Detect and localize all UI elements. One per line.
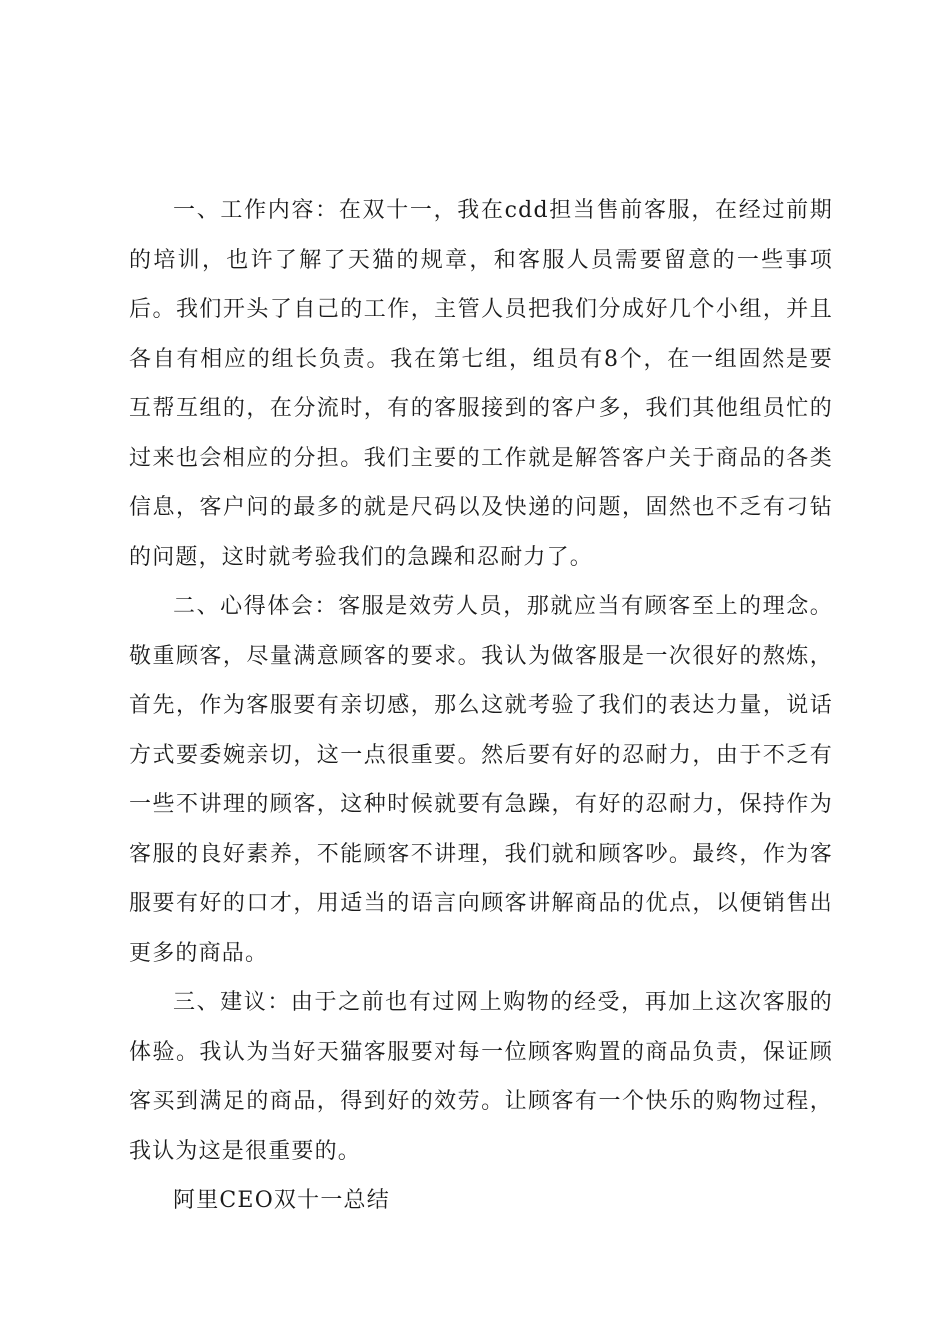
document-body bbox=[129, 186, 833, 1226]
section-heading: 阿里CEO双十一总结 bbox=[173, 1188, 390, 1213]
paragraph-experience: 二、心得体会：客服是效劳人员，那就应当有顾客至上的理念。敬重顾客，尽量满意顾客的要求。我认为做客服是一次很好的熬炼，首先，作为客服要有亲切感，那么这就考验了我们的表达力量，说话方式要委婉亲切，这一点很重要。然后要有好的忍耐力，由于不乏有一些不讲理的顾客，这种时候就要有急躁，有好的忍耐力，保持作为客服的良好素养，不能顾客不讲理，我们就和顾客吵。最终，作为客服要有好的口才，用适当的语言向顾客讲解商品的优点，以便销售出更多的商品。 bbox=[129, 594, 833, 966]
paragraph-suggestion: 三、建议：由于之前也有过网上购物的经受，再加上这次客服的体验。我认为当好天猫客服要对每一位顾客购置的商品负责，保证顾客买到满足的商品，得到好的效劳。让顾客有一个快乐的购物过程，我认为这是很重要的。 bbox=[129, 990, 833, 1164]
paragraph-work-content: 一、工作内容：在双十一，我在cdd担当售前客服，在经过前期的培训，也许了解了天猫的规章，和客服人员需要留意的一些事项后。我们开头了自己的工作，主管人员把我们分成好几个小组，并且各自有相应的组长负责。我在第七组，组员有8个，在一组固然是要互帮互组的，在分流时，有的客服接到的客户多，我们其他组员忙的过来也会相应的分担。我们主要的工作就是解答客户关于商品的各类信息，客户问的最多的就是尺码以及快递的问题，固然也不乏有刁钻的问题，这时就考验我们的急躁和忍耐力了。 bbox=[129, 198, 833, 570]
